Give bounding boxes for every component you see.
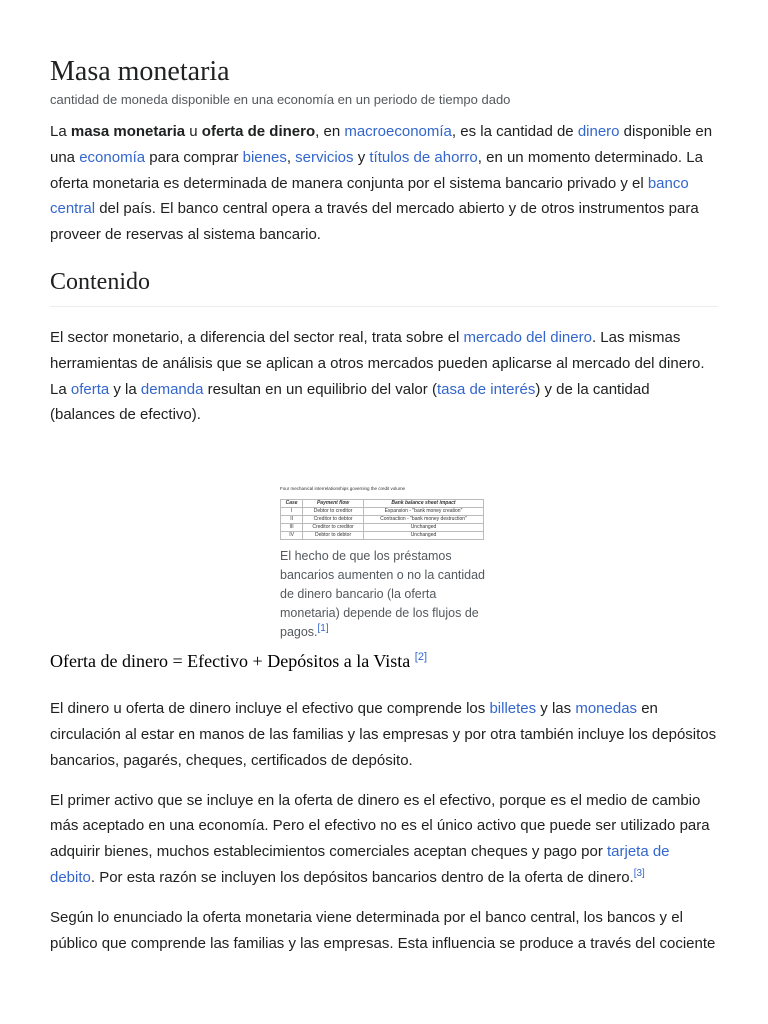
link-economia[interactable]: economía — [79, 148, 146, 166]
text: y la — [109, 380, 141, 398]
table-header: Payment flow — [303, 500, 364, 508]
text: en circulación al estar en manos de las familias y las empresas y por otra también incluye los depósitos bancarios, pagarés, cheques, certificados de depósito. — [50, 700, 717, 769]
table-cell: Debtor to creditor — [303, 508, 364, 516]
text: . Las mismas herramientas de análisis que se aplican a otros mercados pueden aplicarse al mercado del dinero. La — [50, 328, 705, 398]
page-title: Masa monetaria — [50, 56, 230, 87]
table-cell: Debtor to debtor — [303, 532, 364, 540]
table-cell: Creditor to creditor — [303, 524, 364, 532]
text: u — [185, 123, 202, 140]
bold-term-masa-monetaria: masa monetaria — [70, 123, 186, 140]
table-header-row — [281, 500, 484, 508]
link-servicios[interactable]: servicios — [295, 148, 354, 166]
table-row — [281, 508, 484, 516]
table-cell: Unchanged — [363, 524, 483, 532]
table-row — [281, 532, 484, 540]
text: ) y de la cantidad (balances de efectivo). — [50, 380, 650, 424]
text: para comprar — [145, 148, 243, 166]
text: y — [353, 148, 370, 166]
text: La — [50, 123, 71, 140]
figure-credit-table[interactable] — [280, 486, 486, 642]
link-tasa-de-interes[interactable]: tasa de interés — [436, 380, 536, 398]
text: Según lo enunciado la oferta monetaria viene determinada por el banco central, los bancos y el público que comprende las familias y las empresas. Esta influencia se produce a través del cociente — [50, 908, 716, 952]
text: . Por esta razón se incluyen los depósitos bancarios dentro de la oferta de dinero. — [90, 868, 634, 886]
link-bienes[interactable]: bienes — [242, 148, 287, 166]
link-tarjeta-de-debito[interactable]: tarjeta de debito — [50, 843, 670, 886]
table-header: Case — [281, 500, 303, 508]
table-row — [281, 516, 484, 524]
text: El sector monetario, a diferencia del sector real, trata sobre el — [50, 328, 464, 346]
reference-link-2[interactable]: [2] — [414, 651, 428, 664]
table-cell: Creditor to debtor — [303, 516, 364, 524]
text: resultan en un equilibrio del valor ( — [203, 380, 437, 398]
text: , es la cantidad de — [451, 123, 578, 140]
reference-link-3[interactable]: [3] — [633, 867, 645, 879]
text: El primer activo que se incluye en la oferta de dinero es el efectivo, porque es el medio de cambio más aceptado en una economía. Pero el efectivo no es el único activo que puede ser utilizado para adquirir bienes, muchos establecimientos comerciales aceptan cheques y pago por — [50, 791, 710, 861]
table-cell: IV — [281, 532, 303, 540]
page-subtitle: cantidad de moneda disponible en una economía en un periodo de tiempo dado — [50, 92, 511, 107]
link-macroeconomia[interactable]: macroeconomía — [344, 123, 452, 140]
caption-text: El hecho de que los préstamos bancarios aumenten o no la cantidad de dinero bancario (la oferta monetaria) depende de los flujos de pagos. — [280, 549, 486, 640]
link-banco-central[interactable]: banco central — [50, 174, 689, 218]
paragraph-efectivo — [50, 788, 718, 891]
formula-text: Oferta de dinero = Efectivo + Depósitos a la Vista — [50, 651, 411, 672]
bold-term-oferta-de-dinero: oferta de dinero — [201, 123, 316, 140]
table-cell: I — [281, 508, 303, 516]
link-oferta[interactable]: oferta — [70, 380, 110, 398]
credit-table — [280, 499, 484, 540]
section-paragraph — [50, 325, 718, 428]
link-mercado-del-dinero[interactable]: mercado del dinero — [463, 328, 592, 346]
figure-title: Four mechanical interrelationships governing the credit volume — [280, 486, 406, 492]
intro-paragraph — [50, 119, 718, 248]
link-dinero[interactable]: dinero — [577, 123, 620, 140]
paragraph-cociente — [50, 905, 718, 957]
link-monedas[interactable]: monedas — [575, 700, 638, 718]
paragraph-dinero — [50, 696, 718, 773]
table-cell: III — [281, 524, 303, 532]
table-header: Bank balance sheet impact — [363, 500, 483, 508]
toc-heading[interactable]: Contenido — [50, 266, 718, 307]
link-demanda[interactable]: demanda — [140, 380, 204, 398]
text: del país. El banco central opera a través del mercado abierto y de otros instrumentos para proveer de reservas al sistema bancario. — [50, 200, 699, 244]
text: , en — [315, 123, 345, 140]
text: disponible en una — [50, 123, 713, 166]
article-content — [50, 54, 718, 970]
table-cell: Unchanged — [363, 532, 483, 540]
text: El dinero u oferta de dinero incluye el efectivo que comprende los — [50, 700, 490, 718]
figure-caption — [280, 547, 486, 642]
money-supply-formula — [50, 648, 718, 674]
link-titulos-de-ahorro[interactable]: títulos de ahorro — [369, 148, 478, 166]
table-cell: II — [281, 516, 303, 524]
table-cell: Expansion - "bank money creation" — [363, 508, 483, 516]
table-cell: Contraction - "bank money destruction" — [363, 516, 483, 524]
text: , — [286, 148, 296, 166]
table-row — [281, 524, 484, 532]
text: y las — [536, 700, 576, 718]
text: , en un momento determinado. La oferta monetaria es determinada de manera conjunta por el sistema bancario privado y el — [50, 148, 703, 192]
link-billetes[interactable]: billetes — [489, 700, 537, 718]
reference-link-1[interactable]: [1] — [317, 623, 329, 635]
